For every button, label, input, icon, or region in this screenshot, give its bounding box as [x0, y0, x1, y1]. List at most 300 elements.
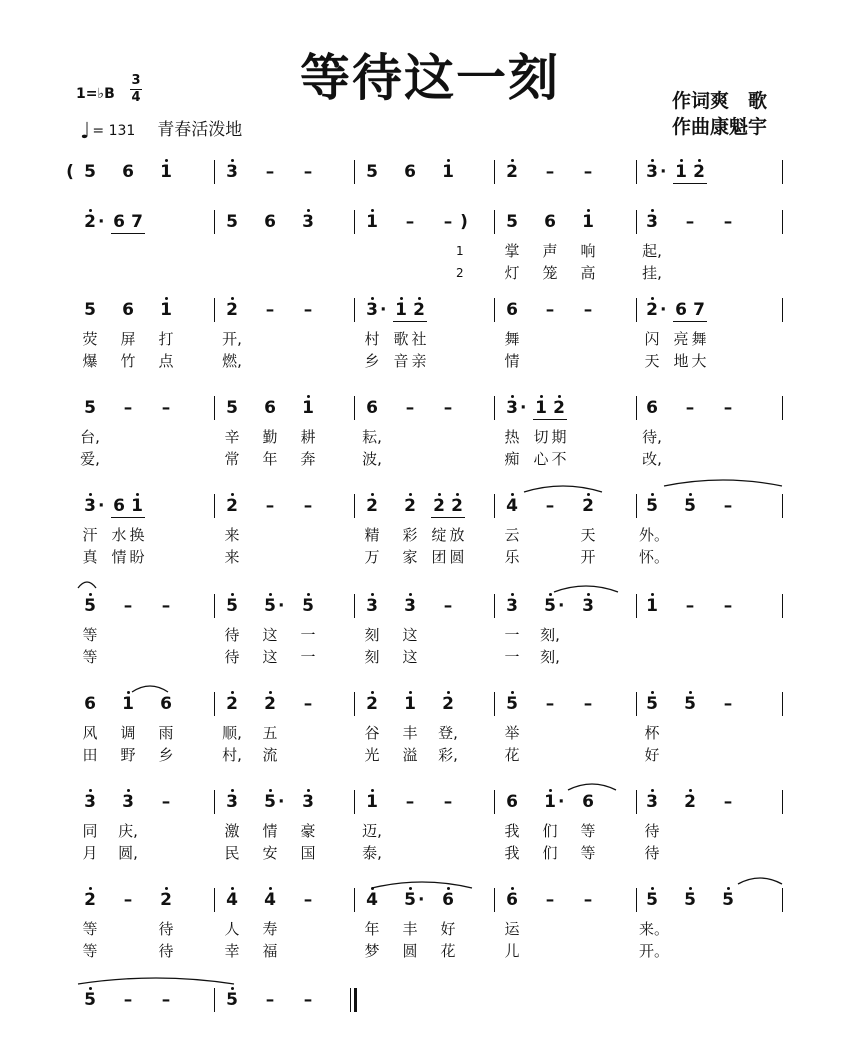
note: 1 [160, 162, 172, 182]
eighth-underline [431, 517, 465, 518]
note: 2 [442, 694, 454, 714]
note: 3 [366, 300, 378, 320]
lyric-syllable: 声 [542, 242, 558, 260]
high-octave-dot [231, 691, 234, 694]
note: 2 [160, 890, 172, 910]
note: 2 [433, 496, 445, 516]
lyric-syllable: 谷 [364, 724, 380, 742]
lyric-syllable: 运 [504, 920, 520, 938]
dash: – [583, 694, 593, 714]
high-octave-dot [371, 887, 374, 890]
lyric-syllable: 国 [300, 844, 316, 862]
lyric-syllable: 竹 [120, 352, 136, 370]
eighth-underline [111, 233, 145, 234]
high-octave-dot [269, 887, 272, 890]
lyric-syllable: 登, [438, 724, 458, 742]
dash: – [123, 398, 133, 418]
lyric-syllable: 圆 [402, 942, 418, 960]
time-signature-top: 3 [131, 73, 141, 88]
barline [214, 692, 215, 716]
augmentation-dot: · [380, 300, 387, 320]
note: 6 [646, 398, 658, 418]
lyric-syllable: 等 [82, 942, 98, 960]
note: 1 [131, 496, 143, 516]
high-octave-dot [689, 887, 692, 890]
dash: – [723, 596, 733, 616]
lyric-syllable: 一 [504, 626, 520, 644]
note: 5 [264, 792, 276, 812]
lyric-syllable: 等 [82, 920, 98, 938]
lyric-syllable: 地 [673, 352, 689, 370]
high-octave-dot [89, 493, 92, 496]
note: 5 [84, 162, 96, 182]
dash: – [583, 890, 593, 910]
note: 5 [366, 162, 378, 182]
lyric-syllable: 打 [158, 330, 174, 348]
note: 6 [442, 890, 454, 910]
barline [636, 494, 637, 518]
lyric-syllable: 情 [111, 548, 127, 566]
lyric-syllable: 梦 [364, 942, 380, 960]
lyric-syllable: 杯 [644, 724, 660, 742]
note: 5 [646, 890, 658, 910]
high-octave-dot [231, 789, 234, 792]
high-octave-dot [447, 159, 450, 162]
note: 1 [544, 792, 556, 812]
style-marking: 青春活泼地 [157, 120, 243, 140]
lyric-syllable: 笼 [542, 264, 558, 282]
note: 7 [693, 300, 705, 320]
lyric-syllable: 切 [533, 428, 549, 446]
high-octave-dot [307, 395, 310, 398]
lyric-syllable: 台, [80, 428, 100, 446]
lyric-syllable: 掌 [504, 242, 520, 260]
lyric-syllable: 挂, [642, 264, 662, 282]
lyric-syllable: 一 [300, 626, 316, 644]
dash: – [303, 300, 313, 320]
barline [494, 210, 495, 234]
barline [354, 210, 355, 234]
lyric-syllable: 情 [504, 352, 520, 370]
lyric-syllable: 汗 [82, 526, 98, 544]
lyric-syllable: 福 [262, 942, 278, 960]
note: 6 [264, 398, 276, 418]
lyric-syllable: 雨 [158, 724, 174, 742]
lyric-syllable: 团 [431, 548, 447, 566]
note: 1 [366, 792, 378, 812]
lyric-syllable: 泰, [362, 844, 382, 862]
note: 6 [84, 694, 96, 714]
high-octave-dot [727, 887, 730, 890]
note: 2 [366, 496, 378, 516]
barline [782, 594, 783, 618]
barline [494, 888, 495, 912]
barline [214, 396, 215, 420]
note: 4 [506, 496, 518, 516]
lyric-syllable: 来。 [639, 920, 670, 938]
lyric-syllable: 点 [158, 352, 174, 370]
note: 5 [226, 990, 238, 1010]
barline [354, 298, 355, 322]
high-octave-dot [651, 887, 654, 890]
lyric-syllable: 这 [402, 626, 418, 644]
lyric-syllable: 圆, [118, 844, 138, 862]
lyric-syllable: 迈, [362, 822, 382, 840]
high-octave-dot [689, 789, 692, 792]
lyric-syllable: 屏 [120, 330, 136, 348]
note: 2 [226, 694, 238, 714]
lyric-syllable: 亮 [673, 330, 689, 348]
barline [636, 594, 637, 618]
note: 2 [226, 300, 238, 320]
lyric-syllable: 情 [262, 822, 278, 840]
lyric-syllable: 盼 [129, 548, 145, 566]
barline [214, 790, 215, 814]
lyric-syllable: 水 [111, 526, 127, 544]
note: 5 [302, 596, 314, 616]
note: 1 [302, 398, 314, 418]
high-octave-dot [127, 691, 130, 694]
barline [494, 692, 495, 716]
dash: – [405, 398, 415, 418]
lyric-syllable: 丰 [402, 920, 418, 938]
high-octave-dot [447, 887, 450, 890]
high-octave-dot [89, 987, 92, 990]
note: 2 [684, 792, 696, 812]
verse-number: 2 [456, 266, 464, 280]
lyric-syllable: 万 [364, 548, 380, 566]
lyric-syllable: 刻, [540, 626, 560, 644]
high-octave-dot [511, 159, 514, 162]
high-octave-dot [651, 209, 654, 212]
high-octave-dot [651, 159, 654, 162]
lyric-syllable: 这 [262, 626, 278, 644]
barline [636, 210, 637, 234]
barline [494, 396, 495, 420]
barline [782, 888, 783, 912]
note: 2 [451, 496, 463, 516]
high-octave-dot [89, 593, 92, 596]
lyric-syllable: 顺, [222, 724, 242, 742]
slur [372, 882, 472, 888]
dash: – [265, 496, 275, 516]
note: 6 [506, 890, 518, 910]
lyric-syllable: 绽 [431, 526, 447, 544]
high-octave-dot [511, 395, 514, 398]
lyric-syllable: 年 [364, 920, 380, 938]
lyric-syllable: 安 [262, 844, 278, 862]
augmentation-dot: · [660, 300, 667, 320]
dash: – [443, 792, 453, 812]
lyric-syllable: 待 [158, 942, 174, 960]
lyric-syllable: 花 [504, 746, 520, 764]
dash: – [161, 596, 171, 616]
high-octave-dot [558, 395, 561, 398]
lyric-syllable: 不 [551, 450, 567, 468]
high-octave-dot [511, 887, 514, 890]
high-octave-dot [409, 593, 412, 596]
lyric-syllable: 乡 [158, 746, 174, 764]
eighth-underline [393, 321, 427, 322]
note: 6 [366, 398, 378, 418]
lyric-syllable: 外。 [639, 526, 670, 544]
lyric-syllable: 等 [82, 648, 98, 666]
lyric-syllable: 奔 [300, 450, 316, 468]
high-octave-dot [371, 789, 374, 792]
note: 3 [646, 792, 658, 812]
lyric-syllable: 幸 [224, 942, 240, 960]
lyric-syllable: 真 [82, 548, 98, 566]
high-octave-dot [231, 987, 234, 990]
note: 6 [160, 694, 172, 714]
dash: – [303, 496, 313, 516]
dash: – [265, 990, 275, 1010]
note: 5 [404, 890, 416, 910]
note: 6 [122, 162, 134, 182]
high-octave-dot [651, 789, 654, 792]
dash: – [685, 596, 695, 616]
high-octave-dot [511, 593, 514, 596]
dash: – [545, 162, 555, 182]
augmentation-dot: · [660, 162, 667, 182]
barline [494, 160, 495, 184]
note: 2 [84, 890, 96, 910]
note: 3 [84, 792, 96, 812]
high-octave-dot [165, 297, 168, 300]
lyric-syllable: 音 [393, 352, 409, 370]
lyric-syllable: 流 [262, 746, 278, 764]
eighth-underline [533, 419, 567, 420]
note: 3 [226, 162, 238, 182]
high-octave-dot [511, 691, 514, 694]
note: 6 [675, 300, 687, 320]
lyric-syllable: 人 [224, 920, 240, 938]
note: 6 [113, 496, 125, 516]
barline [494, 594, 495, 618]
slur [568, 784, 616, 790]
lyric-syllable: 等 [82, 626, 98, 644]
lyric-syllable: 野 [120, 746, 136, 764]
note: 3 [84, 496, 96, 516]
verse-number: 1 [456, 244, 464, 258]
key-signature: 1=♭B [76, 86, 115, 102]
final-barline-thin [350, 988, 351, 1012]
lyric-syllable: 放 [449, 526, 465, 544]
barline [214, 210, 215, 234]
augmentation-dot: · [278, 792, 285, 812]
dash: – [583, 300, 593, 320]
high-octave-dot [456, 493, 459, 496]
note: 1 [366, 212, 378, 232]
augmentation-dot: · [558, 596, 565, 616]
dash: – [303, 162, 313, 182]
barline [214, 494, 215, 518]
lyric-syllable: 换 [129, 526, 145, 544]
note: 5 [226, 596, 238, 616]
high-octave-dot [269, 789, 272, 792]
lyric-syllable: 们 [542, 822, 558, 840]
lyric-syllable: 们 [542, 844, 558, 862]
dash: – [443, 212, 453, 232]
dash: – [161, 792, 171, 812]
note: 5 [684, 890, 696, 910]
note: 2 [404, 496, 416, 516]
note: 3 [404, 596, 416, 616]
note: 7 [131, 212, 143, 232]
note: 5 [84, 300, 96, 320]
lyric-syllable: 舞 [504, 330, 520, 348]
high-octave-dot [587, 209, 590, 212]
slur [132, 686, 168, 692]
note: 2 [84, 212, 96, 232]
lyric-syllable: 这 [262, 648, 278, 666]
high-octave-dot [269, 593, 272, 596]
dash: – [303, 694, 313, 714]
dash: – [545, 496, 555, 516]
high-octave-dot [651, 593, 654, 596]
lyric-syllable: 波, [362, 450, 382, 468]
lyric-syllable: 民 [224, 844, 240, 862]
lyric-syllable: 待, [642, 428, 662, 446]
high-octave-dot [409, 691, 412, 694]
lyric-syllable: 天 [644, 352, 660, 370]
dash: – [405, 212, 415, 232]
dash: – [123, 596, 133, 616]
lyric-syllable: 耘, [362, 428, 382, 446]
high-octave-dot [400, 297, 403, 300]
note: 5 [684, 496, 696, 516]
lyric-syllable: 开 [580, 548, 596, 566]
note: 4 [264, 890, 276, 910]
barline [214, 988, 215, 1012]
high-octave-dot [307, 593, 310, 596]
note: 4 [226, 890, 238, 910]
augmentation-dot: · [558, 792, 565, 812]
dash: – [723, 212, 733, 232]
lyric-syllable: 我 [504, 844, 520, 862]
eighth-underline [673, 183, 707, 184]
note: 5 [506, 212, 518, 232]
final-barline-thick [354, 988, 357, 1012]
note: 1 [160, 300, 172, 320]
high-octave-dot [418, 297, 421, 300]
note: 5 [264, 596, 276, 616]
dash: – [123, 990, 133, 1010]
high-octave-dot [549, 789, 552, 792]
augmentation-dot: · [520, 398, 527, 418]
augmentation-dot: · [278, 596, 285, 616]
dash: – [303, 990, 313, 1010]
slur [664, 480, 782, 486]
lyric-syllable: 乡 [364, 352, 380, 370]
lyric-syllable: 热 [504, 428, 520, 446]
note: 6 [544, 212, 556, 232]
lyric-syllable: 豪 [300, 822, 316, 840]
lyric-syllable: 刻 [364, 626, 380, 644]
lyric-syllable: 高 [580, 264, 596, 282]
lyric-syllable: 勤 [262, 428, 278, 446]
high-octave-dot [231, 159, 234, 162]
song-title: 等待这一刻 [300, 48, 560, 107]
slur [78, 978, 234, 984]
lyric-syllable: 灯 [504, 264, 520, 282]
lyric-syllable: 花 [440, 942, 456, 960]
high-octave-dot [371, 297, 374, 300]
lyric-syllable: 家 [402, 548, 418, 566]
lyric-syllable: 庆, [118, 822, 138, 840]
composer-credit: 作曲康魁宇 [672, 116, 768, 138]
high-octave-dot [89, 209, 92, 212]
open-paren: ( [66, 162, 74, 182]
lyric-syllable: 这 [402, 648, 418, 666]
dash: – [443, 398, 453, 418]
note: 5 [226, 212, 238, 232]
barline [494, 790, 495, 814]
lyric-syllable: 待 [224, 648, 240, 666]
note: 1 [675, 162, 687, 182]
note: 2 [264, 694, 276, 714]
lyric-syllable: 光 [364, 746, 380, 764]
lyric-syllable: 村, [222, 746, 242, 764]
high-octave-dot [651, 691, 654, 694]
lyric-syllable: 月 [82, 844, 98, 862]
lyric-syllable: 心 [533, 450, 549, 468]
barline [354, 790, 355, 814]
quarter-note-icon: ♩ [80, 119, 91, 144]
lyric-syllable: 天 [580, 526, 596, 544]
high-octave-dot [371, 593, 374, 596]
note: 3 [582, 596, 594, 616]
augmentation-dot: · [98, 212, 105, 232]
lyric-syllable: 刻 [364, 648, 380, 666]
lyric-syllable: 彩, [438, 746, 458, 764]
high-octave-dot [680, 159, 683, 162]
lyric-syllable: 响 [580, 242, 596, 260]
high-octave-dot [651, 493, 654, 496]
barline [214, 160, 215, 184]
lyric-syllable: 待 [158, 920, 174, 938]
dash: – [723, 496, 733, 516]
lyric-syllable: 大 [691, 352, 707, 370]
note: 1 [535, 398, 547, 418]
lyric-syllable: 期 [551, 428, 567, 446]
high-octave-dot [89, 789, 92, 792]
lyric-syllable: 彩 [402, 526, 418, 544]
dash: – [545, 890, 555, 910]
lyric-syllable: 调 [120, 724, 136, 742]
high-octave-dot [409, 493, 412, 496]
note: 6 [506, 300, 518, 320]
dash: – [405, 792, 415, 812]
high-octave-dot [89, 887, 92, 890]
note: 5 [84, 398, 96, 418]
high-octave-dot [231, 887, 234, 890]
note: 3 [366, 596, 378, 616]
lyric-syllable: 怀。 [639, 548, 670, 566]
barline [214, 888, 215, 912]
note: 3 [646, 212, 658, 232]
dash: – [685, 398, 695, 418]
lyric-syllable: 乐 [504, 548, 520, 566]
lyric-syllable: 寿 [262, 920, 278, 938]
lyric-syllable: 开, [222, 330, 242, 348]
lyric-syllable: 儿 [504, 942, 520, 960]
close-paren: ) [460, 212, 468, 232]
lyric-syllable: 燃, [222, 352, 242, 370]
high-octave-dot [587, 493, 590, 496]
dash: – [161, 990, 171, 1010]
lyric-syllable: 舞 [691, 330, 707, 348]
